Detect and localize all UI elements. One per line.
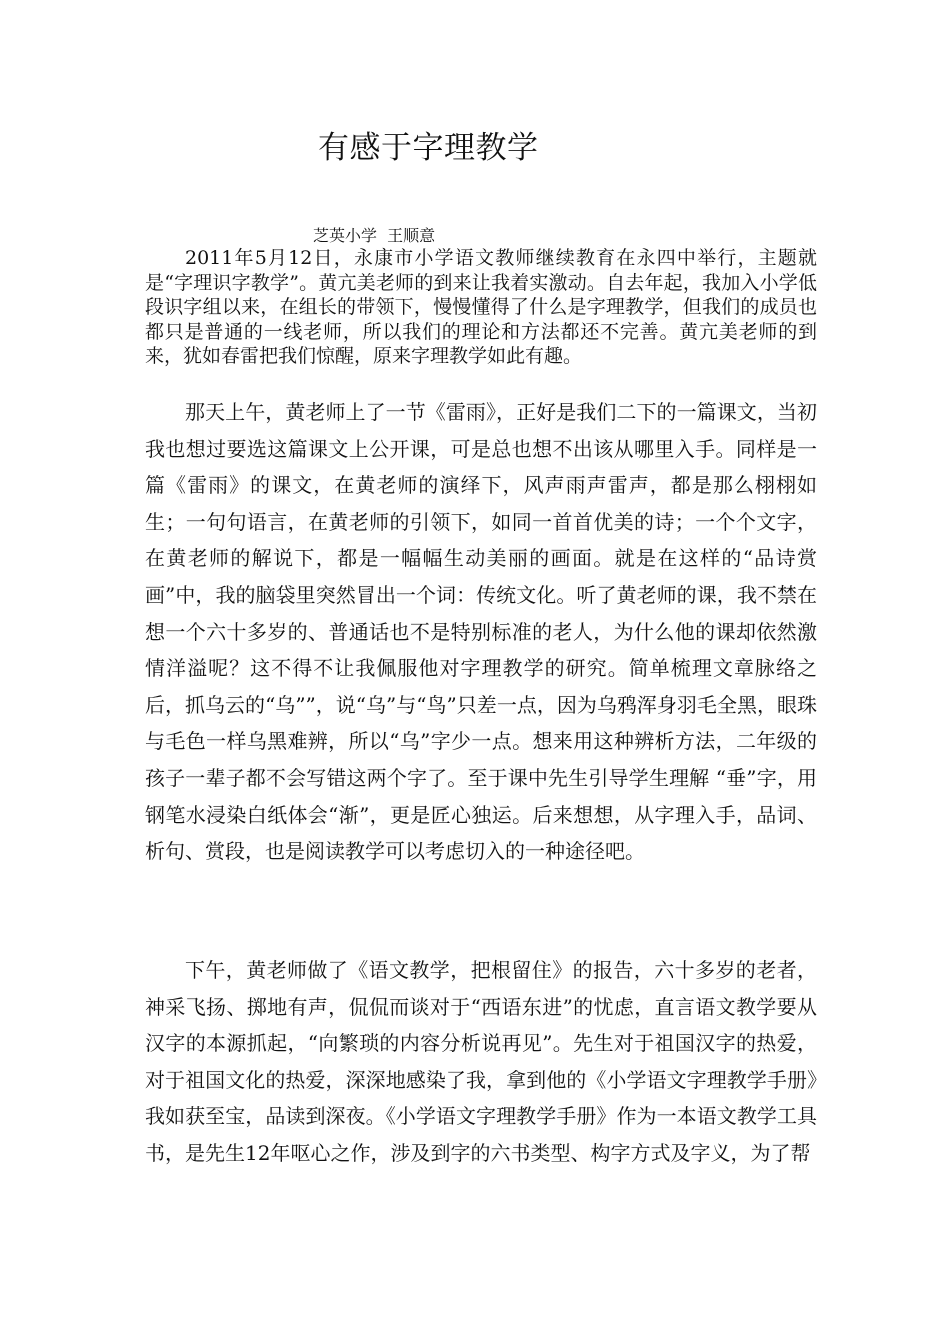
- paragraph-1: 2011年5月12日，永康市小学语文教师继续教育在永四中举行，主题就是“字理识字教学”。黄亢美老师的到来让我着实激动。自去年起，我加入小学低段识字组以来，在组长的带领下，慢慢懂得了什么是字理教学，但我们的成员也都只是普通的一线老师，所以我们的理论和方法都还不完善。黄亢美老师的到来，犹如春雷把我们惊醒，原来字理教学如此有趣。: [145, 247, 817, 367]
- paragraph-2: 那天上午，黄老师上了一节《雷雨》，正好是我们二下的一篇课文，当初我也想过要选这篇课文上公开课，可是总也想不出该从哪里入手。同样是一篇《雷雨》的课文，在黄老师的演绎下，风声雨声雷声，都是那么栩栩如生；一句句语言，在黄老师的引领下，如同一首首优美的诗；一个个文字，在黄老师的解说下，都是一幅幅生动美丽的画面。就是在这样的“品诗赏画”中，我的脑袋里突然冒出一个词：传统文化。听了黄老师的课，我不禁在想一个六十多岁的、普通话也不是特别标准的老人，为什么他的课却依然激情洋溢呢？这不得不让我佩服他对字理教学的研究。简单梳理文章脉络之后，抓乌云的“乌””，说“乌”与“鸟”只差一点，因为乌鸦浑身羽毛全黑，眼珠与毛色一样乌黑难辨，所以“乌”字少一点。想来用这种辨析方法，二年级的孩子一辈子都不会写错这两个字了。至于课中先生引导学生理解 “垂”字，用钢笔水浸染白纸体会“渐”，更是匠心独运。后来想想，从字理入手，品词、析句、赏段，也是阅读教学可以考虑切入的一种途径吧。: [145, 400, 817, 864]
- document-title: 有感于字理教学: [318, 130, 539, 166]
- paragraph-3: 下午，黄老师做了《语文教学，把根留住》的报告，六十多岁的老者，神采飞扬、掷地有声，侃侃而谈对于“西语东进”的忧虑，直言语文教学要从汉字的本源抓起，“向繁琐的内容分析说再见”。先生对于祖国汉字的热爱，对于祖国文化的热爱，深深地感染了我，拿到他的《小学语文字理教学手册》我如获至宝，品读到深夜。《小学语文字理教学手册》作为一本语文教学工具书，是先生12年呕心之作，涉及到字的六书类型、构字方式及字义，为了帮: [145, 958, 817, 1165]
- author-line: 芝英小学 王顺意: [313, 226, 436, 245]
